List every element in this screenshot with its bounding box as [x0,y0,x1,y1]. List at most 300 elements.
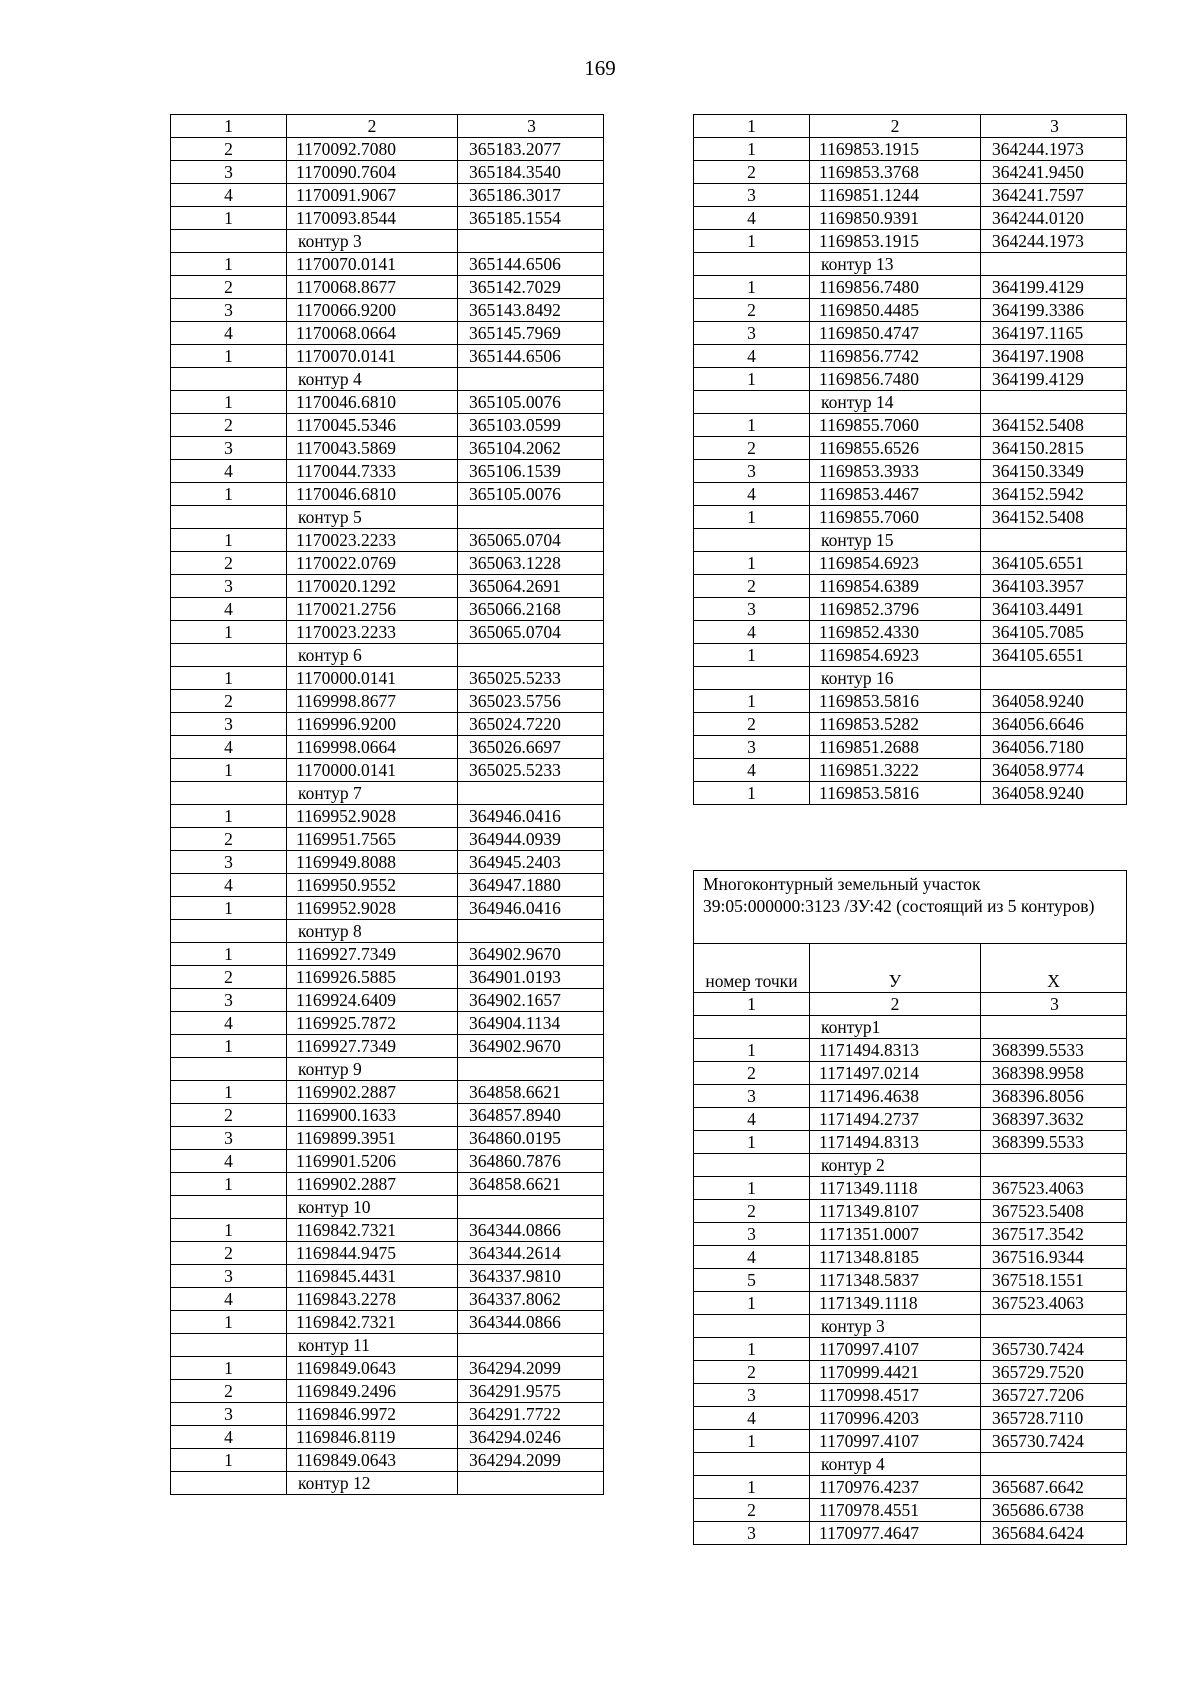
coordinate-y-cell: 1169842.7321 [287,1219,458,1242]
coordinate-x-cell [458,506,604,529]
point-number-cell: 1 [171,1219,287,1242]
table-row [171,322,604,345]
table-row [694,1499,1127,1522]
coordinate-x-cell [458,1058,604,1081]
coordinate-y-cell: 1169855.7060 [810,506,981,529]
coordinate-x-cell: 364860.7876 [458,1150,604,1173]
table-row [694,299,1127,322]
contour-label: контур 11 [287,1334,458,1357]
coordinate-y-cell: 1169845.4431 [287,1265,458,1288]
coordinate-y-cell: 1169846.8119 [287,1426,458,1449]
point-number-cell [694,1154,810,1177]
table-row [171,690,604,713]
table-header-row [694,115,1127,138]
point-number-cell: 1 [694,1476,810,1499]
coordinate-x-cell: 364105.6551 [981,552,1127,575]
coordinate-x-cell: 365184.3540 [458,161,604,184]
coordinate-x-cell: 365144.6506 [458,345,604,368]
coordinate-y-cell: 1169949.8088 [287,851,458,874]
table-row [171,299,604,322]
contour-label: контур 13 [810,253,981,276]
coordinate-x-cell [458,368,604,391]
table-row [694,759,1127,782]
coordinate-y-cell: 1170045.5346 [287,414,458,437]
coordinate-y-cell: 1170996.4203 [810,1407,981,1430]
coordinate-y-cell: 1169854.6923 [810,552,981,575]
point-number-cell: 4 [171,184,287,207]
table-row [171,1311,604,1334]
contour-label-row [694,253,1127,276]
coordinate-x-cell [458,1472,604,1495]
table-row [694,161,1127,184]
point-number-cell: 3 [171,713,287,736]
table-row [694,230,1127,253]
coordinate-y-cell: 1171348.5837 [810,1269,981,1292]
point-number-cell: 1 [694,230,810,253]
coordinate-x-cell: 364197.1165 [981,322,1127,345]
table-row [171,805,604,828]
coordinate-x-cell: 364056.7180 [981,736,1127,759]
coordinate-y-cell: 1169924.6409 [287,989,458,1012]
coordinate-y-cell: 1169856.7480 [810,276,981,299]
point-number-cell [171,1334,287,1357]
coordinate-x-cell: 365730.7424 [981,1338,1127,1361]
coordinate-x-cell: 365025.5233 [458,667,604,690]
point-number-cell: 1 [694,644,810,667]
table-row [694,437,1127,460]
table-row [171,1380,604,1403]
table-row [694,345,1127,368]
contour-label: контур 4 [287,368,458,391]
coordinate-x-cell: 364058.9774 [981,759,1127,782]
coordinate-x-cell: 365185.1554 [458,207,604,230]
coordinate-y-cell: 1169855.6526 [810,437,981,460]
table-row [171,1127,604,1150]
point-number-cell [694,1453,810,1476]
table-row [171,345,604,368]
coordinate-x-cell: 364105.6551 [981,644,1127,667]
point-number-cell [694,391,810,414]
coordinate-x-cell: 367523.5408 [981,1200,1127,1223]
point-number-cell: 4 [694,207,810,230]
contour-label-row [171,1196,604,1219]
contour-label: контур 3 [810,1315,981,1338]
coordinate-x-cell: 364150.3349 [981,460,1127,483]
coordinate-x-cell: 365064.2691 [458,575,604,598]
contour-label-row [694,1016,1127,1039]
coordinate-y-cell: 1169853.5282 [810,713,981,736]
coordinate-y-cell: 1169855.7060 [810,414,981,437]
contour-label: контур 10 [287,1196,458,1219]
coordinate-x-cell: 365026.6697 [458,736,604,759]
table-row [171,1219,604,1242]
contour-label-row [694,667,1127,690]
coordinate-x-cell [458,230,604,253]
coordinate-y-cell: 1169849.2496 [287,1380,458,1403]
coordinate-x-cell [981,253,1127,276]
coordinate-y-cell: 1169927.7349 [287,1035,458,1058]
coordinate-y-cell: 1169851.3222 [810,759,981,782]
coordinate-y-cell: 1169850.9391 [810,207,981,230]
coordinate-x-cell: 364197.1908 [981,345,1127,368]
point-number-cell: 1 [171,621,287,644]
coordinate-x-cell: 364902.9670 [458,943,604,966]
point-number-cell: 3 [694,322,810,345]
coordinate-x-cell: 365024.7220 [458,713,604,736]
coordinate-x-cell: 364902.9670 [458,1035,604,1058]
coordinate-x-cell [458,1196,604,1219]
contour-label: контур 9 [287,1058,458,1081]
contour-label-row [694,391,1127,414]
coordinate-y-cell: 1170092.7080 [287,138,458,161]
point-number-cell: 3 [171,1127,287,1150]
point-number-cell [171,368,287,391]
point-number-cell: 4 [171,1150,287,1173]
coordinate-y-cell: 1169902.2887 [287,1173,458,1196]
coordinate-y-cell: 1170066.9200 [287,299,458,322]
coordinate-x-cell: 367516.9344 [981,1246,1127,1269]
point-number-cell: 1 [171,1035,287,1058]
column-header-point-number: номер точки [694,944,810,993]
table-row [171,1012,604,1035]
coordinates-table-right-bottom [693,870,1127,1545]
coordinate-y-cell: 1170046.6810 [287,391,458,414]
point-number-cell: 2 [694,437,810,460]
point-number-cell: 1 [171,483,287,506]
table-row [694,1246,1127,1269]
coordinate-x-cell: 368399.5533 [981,1039,1127,1062]
table-row [694,690,1127,713]
coordinate-y-cell: 1169849.0643 [287,1449,458,1472]
table-row [694,575,1127,598]
point-number-cell: 1 [171,1173,287,1196]
coordinate-x-cell: 365105.0076 [458,391,604,414]
coordinate-x-cell: 364858.6621 [458,1173,604,1196]
coordinate-x-cell: 365183.2077 [458,138,604,161]
contour-label: контур 2 [810,1154,981,1177]
table-row [171,460,604,483]
header-cell-coordinate-x: 3 [981,115,1127,138]
table-row [171,483,604,506]
coordinate-y-cell: 1170998.4517 [810,1384,981,1407]
table-row [694,1361,1127,1384]
coordinate-x-cell: 364150.2815 [981,437,1127,460]
table-row [171,437,604,460]
coordinate-y-cell: 1170000.0141 [287,667,458,690]
table-row [171,1242,604,1265]
table-row [694,1338,1127,1361]
coordinate-y-cell: 1169951.7565 [287,828,458,851]
point-number-cell: 1 [694,1039,810,1062]
table-row [694,736,1127,759]
coordinate-x-cell [981,529,1127,552]
coordinate-x-cell: 365729.7520 [981,1361,1127,1384]
contour-label-row [171,1334,604,1357]
point-number-cell: 4 [171,1012,287,1035]
point-number-cell: 2 [694,1499,810,1522]
header-cell-coordinate-x: 3 [458,115,604,138]
coordinate-y-cell: 1171497.0214 [810,1062,981,1085]
contour-label: контур 14 [810,391,981,414]
point-number-cell: 4 [694,621,810,644]
coordinate-x-cell: 364058.9240 [981,782,1127,805]
point-number-cell: 1 [694,414,810,437]
table-row [694,1177,1127,1200]
point-number-cell: 1 [171,207,287,230]
column-header-x: Х [981,944,1127,993]
contour-label: контур 4 [810,1453,981,1476]
contour-label-row [694,1154,1127,1177]
coordinate-y-cell: 1171496.4638 [810,1085,981,1108]
coordinate-x-cell: 364244.1973 [981,230,1127,253]
coordinate-x-cell: 365065.0704 [458,529,604,552]
point-number-cell: 1 [694,138,810,161]
coordinate-y-cell: 1170023.2233 [287,621,458,644]
coordinate-x-cell: 364860.0195 [458,1127,604,1150]
table-row [694,483,1127,506]
coordinate-y-cell: 1170068.8677 [287,276,458,299]
point-number-cell: 3 [171,437,287,460]
header-cell-coordinate-y: 2 [810,993,981,1016]
coordinate-y-cell: 1170044.7333 [287,460,458,483]
table-row [694,1108,1127,1131]
coordinate-y-cell: 1169842.7321 [287,1311,458,1334]
point-number-cell: 3 [171,1403,287,1426]
coordinate-x-cell [458,644,604,667]
point-number-cell: 2 [171,276,287,299]
point-number-cell [171,1058,287,1081]
coordinate-x-cell: 365687.6642 [981,1476,1127,1499]
point-number-cell: 1 [694,368,810,391]
table-row [694,1085,1127,1108]
point-number-cell: 1 [171,805,287,828]
point-number-cell: 4 [694,1108,810,1131]
coordinate-x-cell: 365144.6506 [458,253,604,276]
point-number-cell: 4 [171,874,287,897]
point-number-cell [171,1472,287,1495]
table-row [694,322,1127,345]
coordinate-x-cell: 364103.4491 [981,598,1127,621]
table-row [171,1081,604,1104]
coordinate-y-cell: 1171494.8313 [810,1039,981,1062]
coordinate-y-cell: 1169852.4330 [810,621,981,644]
point-number-cell: 1 [694,1430,810,1453]
contour-label-row [171,1472,604,1495]
coordinate-y-cell: 1170976.4237 [810,1476,981,1499]
table-row [694,1062,1127,1085]
point-number-cell: 1 [694,1338,810,1361]
coordinate-x-cell: 365730.7424 [981,1430,1127,1453]
contour-label-row [694,1453,1127,1476]
coordinate-y-cell: 1169950.9552 [287,874,458,897]
coordinate-y-cell: 1169853.4467 [810,483,981,506]
table-row [171,138,604,161]
point-number-cell: 2 [694,161,810,184]
contour-label-row [694,1315,1127,1338]
coordinate-y-cell: 1170997.4107 [810,1430,981,1453]
table-row [171,828,604,851]
table-row [171,253,604,276]
coordinate-y-cell: 1169952.9028 [287,897,458,920]
point-number-cell [694,253,810,276]
table-row [694,644,1127,667]
point-number-cell: 3 [171,575,287,598]
coordinate-x-cell: 367523.4063 [981,1177,1127,1200]
table-row [694,552,1127,575]
coordinate-x-cell [981,1453,1127,1476]
coordinate-x-cell [981,1315,1127,1338]
coordinate-x-cell: 365684.6424 [981,1522,1127,1545]
point-number-cell: 1 [694,1177,810,1200]
coordinate-x-cell [981,667,1127,690]
coordinate-x-cell: 365105.0076 [458,483,604,506]
table-row [694,1522,1127,1545]
table-row [694,621,1127,644]
table-row [171,391,604,414]
table-row [694,1384,1127,1407]
contour-label: контур 12 [287,1472,458,1495]
point-number-cell: 3 [171,989,287,1012]
point-number-cell: 3 [694,460,810,483]
table-row [171,966,604,989]
coordinate-y-cell: 1169998.0664 [287,736,458,759]
coordinate-x-cell: 364858.6621 [458,1081,604,1104]
header-cell-coordinate-y: 2 [810,115,981,138]
coordinate-x-cell: 364152.5408 [981,414,1127,437]
point-number-cell: 1 [694,1131,810,1154]
table-row [171,552,604,575]
coordinate-x-cell: 368396.8056 [981,1085,1127,1108]
coordinate-x-cell: 364857.8940 [458,1104,604,1127]
header-cell-point-number: 1 [171,115,287,138]
contour-label: контур1 [810,1016,981,1039]
coordinate-x-cell: 364241.9450 [981,161,1127,184]
point-number-cell: 3 [694,736,810,759]
coordinate-x-cell: 365728.7110 [981,1407,1127,1430]
table-row [694,713,1127,736]
coordinate-x-cell: 364103.3957 [981,575,1127,598]
coordinate-y-cell: 1169854.6389 [810,575,981,598]
table-row [171,943,604,966]
table-row [171,713,604,736]
contour-label-row [171,644,604,667]
coordinate-x-cell: 364056.6646 [981,713,1127,736]
point-number-cell: 1 [171,253,287,276]
table-row [694,1131,1127,1154]
table-row [171,621,604,644]
coordinate-y-cell: 1169853.3933 [810,460,981,483]
coordinate-x-cell: 364344.2614 [458,1242,604,1265]
coordinate-y-cell: 1170070.0141 [287,345,458,368]
coordinate-x-cell: 367517.3542 [981,1223,1127,1246]
point-number-cell [171,506,287,529]
coordinate-y-cell: 1170020.1292 [287,575,458,598]
contour-label: контур 5 [287,506,458,529]
point-number-cell: 4 [171,322,287,345]
coordinate-y-cell: 1171494.8313 [810,1131,981,1154]
table-row [171,874,604,897]
table-row [171,575,604,598]
coordinate-x-cell: 365686.6738 [981,1499,1127,1522]
point-number-cell: 1 [694,276,810,299]
header-cell-coordinate-y: 2 [287,115,458,138]
table-row [171,1426,604,1449]
contour-label: контур 7 [287,782,458,805]
coordinate-x-cell: 364244.0120 [981,207,1127,230]
point-number-cell: 2 [694,575,810,598]
table-row [171,184,604,207]
table-row [171,1035,604,1058]
table-row [171,667,604,690]
point-number-cell: 2 [171,690,287,713]
column-header-y: У [810,944,981,993]
coordinate-y-cell: 1170997.4107 [810,1338,981,1361]
coordinate-y-cell: 1169851.1244 [810,184,981,207]
point-number-cell: 1 [171,943,287,966]
point-number-cell [694,1016,810,1039]
coordinate-x-cell: 364291.7722 [458,1403,604,1426]
coordinate-y-cell: 1170068.0664 [287,322,458,345]
table-row [694,460,1127,483]
coordinate-y-cell: 1169844.9475 [287,1242,458,1265]
point-number-cell [171,644,287,667]
point-number-cell: 4 [694,1246,810,1269]
point-number-cell: 2 [171,1242,287,1265]
coordinate-y-cell: 1169996.9200 [287,713,458,736]
table-row [694,1223,1127,1246]
table-row [694,1430,1127,1453]
coordinate-x-cell: 364337.9810 [458,1265,604,1288]
table-row [171,414,604,437]
point-number-cell: 3 [694,184,810,207]
coordinate-y-cell: 1169853.3768 [810,161,981,184]
coordinate-x-cell: 364946.0416 [458,897,604,920]
table-row [694,207,1127,230]
table-row [171,1173,604,1196]
coordinate-x-cell: 368397.3632 [981,1108,1127,1131]
coordinate-y-cell: 1169853.5816 [810,782,981,805]
coordinate-x-cell: 364947.1880 [458,874,604,897]
coordinate-y-cell: 1171494.2737 [810,1108,981,1131]
point-number-cell: 1 [694,1292,810,1315]
point-number-cell: 2 [694,1361,810,1384]
header-cell-point-number: 1 [694,115,810,138]
point-number-cell: 2 [694,1200,810,1223]
table-row [694,1200,1127,1223]
point-number-cell: 4 [694,345,810,368]
coordinate-y-cell: 1169952.9028 [287,805,458,828]
point-number-cell: 1 [694,552,810,575]
coordinate-y-cell: 1170978.4551 [810,1499,981,1522]
coordinate-x-cell: 364902.1657 [458,989,604,1012]
contour-label-row [171,506,604,529]
coordinate-x-cell: 364904.1134 [458,1012,604,1035]
contour-label: контур 8 [287,920,458,943]
table-row [171,1265,604,1288]
table-row [171,598,604,621]
coordinate-y-cell: 1169856.7742 [810,345,981,368]
point-number-cell: 5 [694,1269,810,1292]
point-number-cell: 1 [171,1081,287,1104]
point-number-cell: 4 [171,460,287,483]
table-header-row [694,993,1127,1016]
coordinate-y-cell: 1169926.5885 [287,966,458,989]
coordinate-x-cell: 365142.7029 [458,276,604,299]
table-row [171,1150,604,1173]
coordinate-y-cell: 1171351.0007 [810,1223,981,1246]
coordinate-x-cell: 367518.1551 [981,1269,1127,1292]
header-cell-coordinate-x: 3 [981,993,1127,1016]
